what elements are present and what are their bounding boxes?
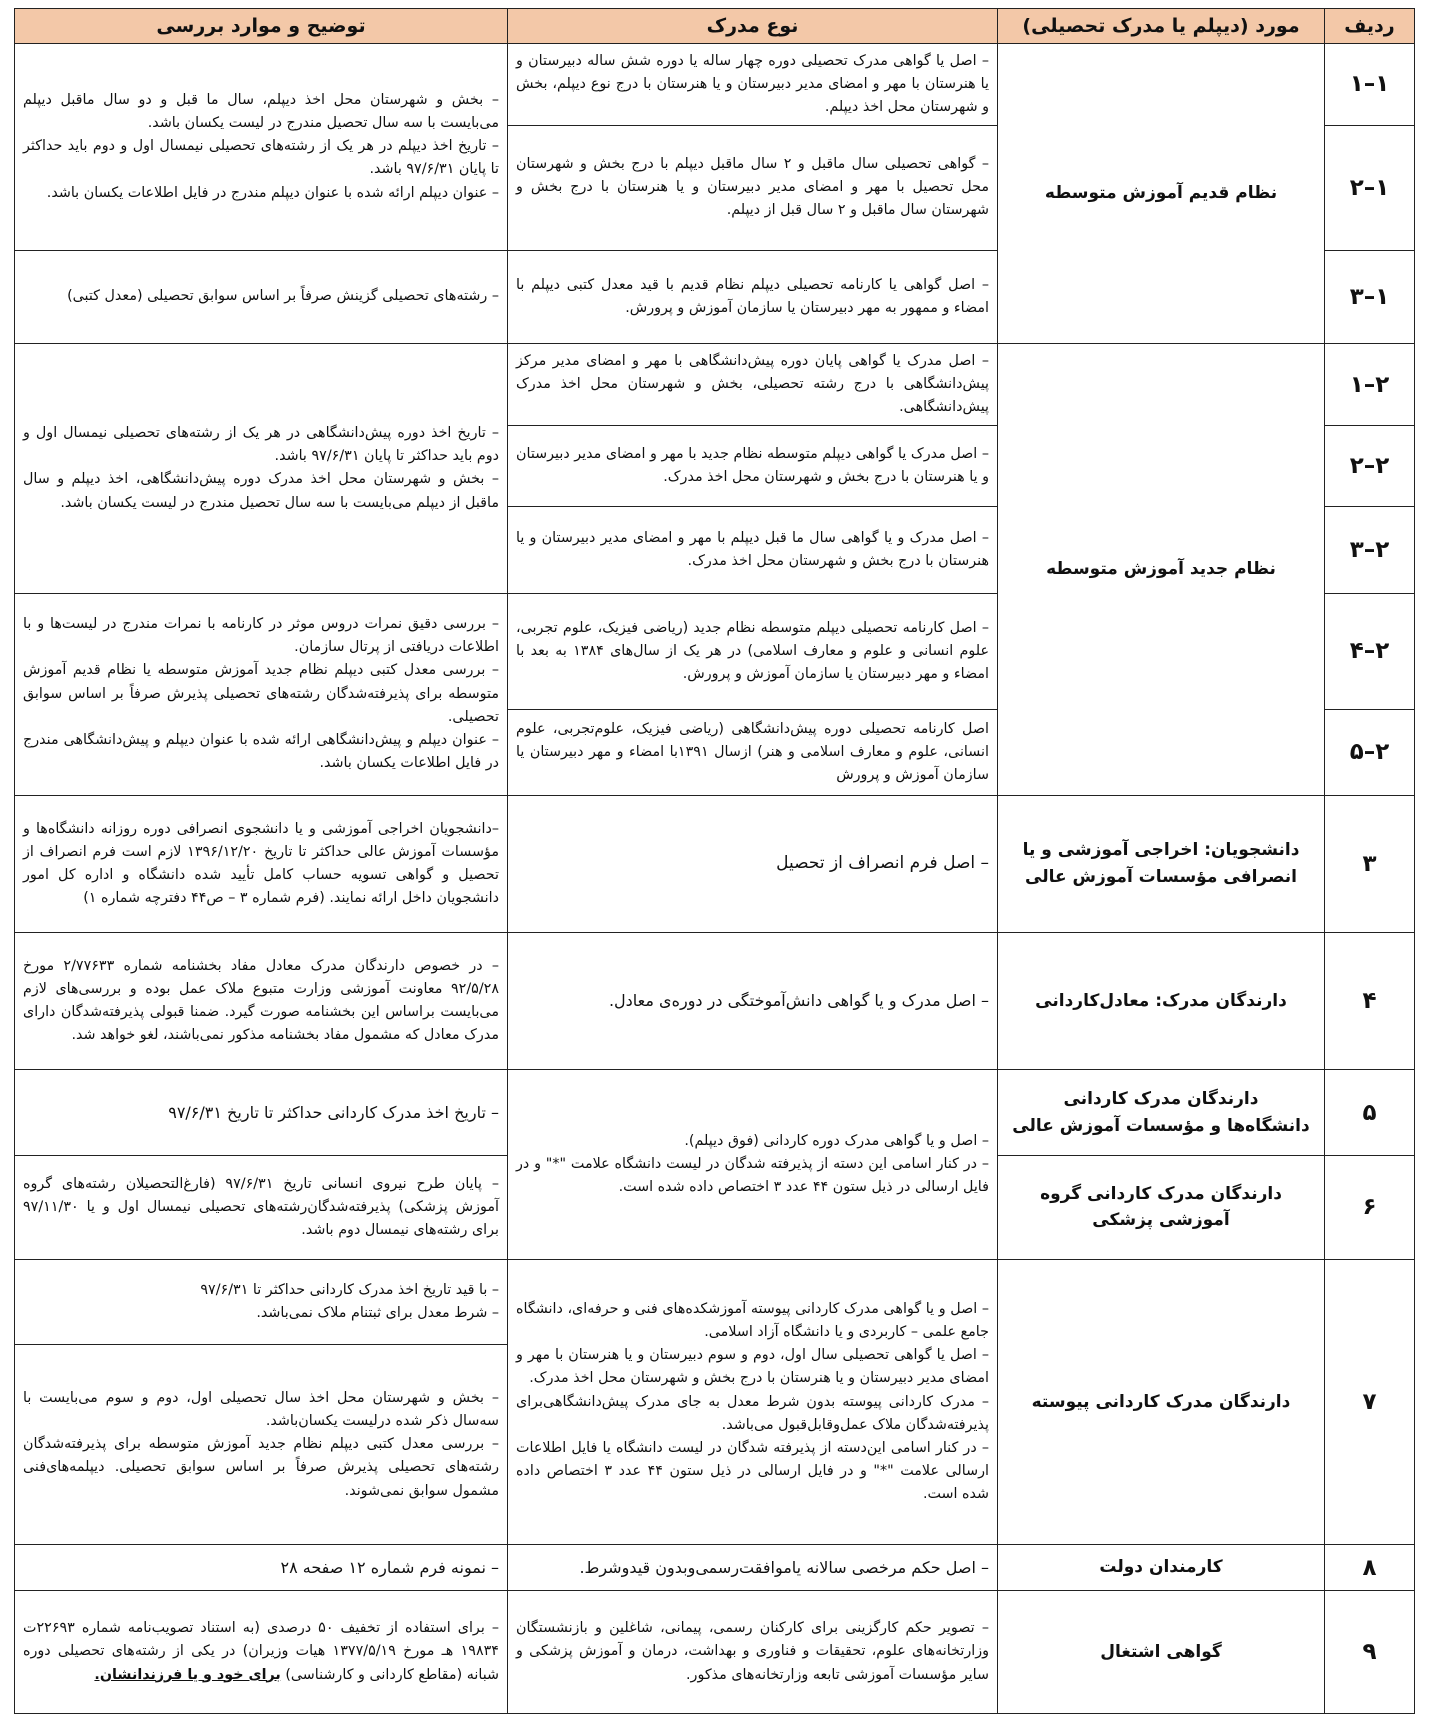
category-cell: دارندگان مدرک کاردانی پیوسته bbox=[998, 1259, 1325, 1544]
row-number: ۳–۱ bbox=[1325, 250, 1415, 344]
header-row-number: ردیف bbox=[1325, 9, 1415, 44]
row-number: ۷ bbox=[1325, 1259, 1415, 1544]
row-number: ۶ bbox=[1325, 1155, 1415, 1259]
doc-cell: – اصل و یا گواهی مدرک دوره کاردانی (فوق دیپلم). – در کنار اسامی این دسته از پذیرفته شدگان در لیست دانشگاه علامت "*" و در فایل ارسالی در ذیل ستون ۴۴ عدد ۳ اختصاص داده شده است. bbox=[508, 1070, 998, 1259]
desc-cell: – با قید تاریخ اخذ مدرک کاردانی حداکثر تا ۹۷/۶/۳۱ – شرط معدل برای ثبتنام ملاک نمی‌باشد. bbox=[15, 1259, 508, 1344]
header-item: مورد (دیپلم یا مدرک تحصیلی) bbox=[998, 9, 1325, 44]
desc-cell: – بخش و شهرستان محل اخذ سال تحصیلی اول، دوم و سوم می‌بایست با سه‌سال ذکر شده درلیست یکسان‌باشد. – بررسی معدل کتبی دیپلم نظام جدید آموزش متوسطه برای پذیرفته‌شدگان رشته‌های تحصیلی پذیرش صرفاً بر اساس سوابق تحصیلی. دیپلمه‌های‌فنی مشمول سوابق نمی‌شوند. bbox=[15, 1345, 508, 1545]
category-cell: کارمندان دولت bbox=[998, 1545, 1325, 1591]
desc-cell: – بررسی دقیق نمرات دروس موثر در کارنامه با نمرات مندرج در لیست‌ها و با اطلاعات دریافتی از پرتال سازمان. – بررسی معدل کتبی دیپلم نظام جدید آموزش متوسطه یا نظام قدیم آموزش متوسطه برای پذیرفته‌شدگان رشته‌های تحصیلی پذیرش صرفاً بر اساس سوابق تحصیلی. – عنوان دیپلم و پیش‌دانشگاهی ارائه شده با عنوان دیپلم و پیش‌دانشگاهی مندرج در فایل اطلاعات یکسان باشد. bbox=[15, 593, 508, 795]
row-number: ۱–۱ bbox=[1325, 44, 1415, 126]
table-row bbox=[15, 44, 1415, 126]
row-number: ۴ bbox=[1325, 933, 1415, 1070]
desc-cell: – تاریخ اخذ مدرک کاردانی حداکثر تا تاریخ ۹۷/۶/۳۱ bbox=[15, 1070, 508, 1155]
table-row bbox=[15, 1259, 1415, 1344]
emphasis-text: برای خود و یا فرزندانشان. bbox=[94, 1666, 281, 1683]
table-row bbox=[15, 1545, 1415, 1591]
doc-cell: – اصل حکم مرخصی سالانه یاموافقت‌رسمی‌وبدون قیدوشرط. bbox=[508, 1545, 998, 1591]
doc-cell: – تصویر حکم کارگزینی برای کارکنان رسمی، پیمانی، شاغلین و بازنشستگان وزارتخانه‌های علوم، تحقیقات و فناوری و بهداشت، درمان و آموزش پزشکی و سایر مؤسسات آموزشی تابعه وزارتخانه‌های مذکور. bbox=[508, 1591, 998, 1714]
category-cell: دارندگان مدرک کاردانی گروه آموزشی پزشکی bbox=[998, 1155, 1325, 1259]
header-description: توضیح و موارد بررسی bbox=[15, 9, 508, 44]
doc-cell: – اصل فرم انصراف از تحصیل bbox=[508, 795, 998, 932]
row-number: ۴–۲ bbox=[1325, 593, 1415, 710]
desc-cell: – برای استفاده از تخفیف ۵۰ درصدی (به استناد تصویب‌نامه شماره ۲۲۶۹۳ت ۱۹۸۳۴ هـ مورخ ۱۳۷۷/۵/۱۹ هیات وزیران) در یکی از رشته‌های تحصیلی دوره شبانه (مقاطع کاردانی و کارشناسی) برای خود و یا فرزندانشان. bbox=[15, 1591, 508, 1714]
doc-cell: – اصل مدرک یا گواهی پایان دوره پیش‌دانشگاهی با مهر و امضای مدیر مرکز پیش‌دانشگاهی با درج رشته تحصیلی، بخش و شهرستان محل اخذ مدرک پیش‌دانشگاهی. bbox=[508, 344, 998, 426]
desc-cell: – در خصوص دارندگان مدرک معادل مفاد بخشنامه شماره ۲/۷۷۶۳۳ مورخ ۹۲/۵/۲۸ معاونت آموزشی وزارت متبوع ملاک عمل بوده و بررسی‌های لازم می‌بایست براساس این بخشنامه صورت گیرد. ضمنا قبولی پذیرفته‌شدگان دارای مدرک معادل که مشمول مفاد بخشنامه مذکور نمی‌باشند، لغو خواهد شد. bbox=[15, 933, 508, 1070]
row-number: ۳ bbox=[1325, 795, 1415, 932]
doc-cell: – اصل گواهی یا کارنامه تحصیلی دیپلم نظام قدیم با قید معدل کتبی دیپلم با امضاء و ممهور به مهر دبیرستان یا سازمان آموزش و پرورش. bbox=[508, 250, 998, 344]
row-number: ۲–۱ bbox=[1325, 125, 1415, 250]
doc-cell: اصل کارنامه تحصیلی دوره پیش‌دانشگاهی (ریاضی فیزیک، علوم‌تجربی، علوم انسانی، علوم و معارف اسلامی و هنر) ازسال ۱۳۹۱با امضاء و مهر دبیرستان یا سازمان آموزش و پرورش bbox=[508, 710, 998, 795]
requirements-table bbox=[14, 8, 1415, 1714]
doc-cell: – اصل مدرک یا گواهی دیپلم متوسطه نظام جدید با مهر و امضای مدیر دبیرستان و یا هنرستان با درج بخش و شهرستان محل اخذ مدرک. bbox=[508, 426, 998, 507]
category-old-system: نظام قدیم آموزش متوسطه bbox=[998, 44, 1325, 344]
table-row bbox=[15, 795, 1415, 932]
row-number: ۵ bbox=[1325, 1070, 1415, 1155]
category-cell: گواهی اشتغال bbox=[998, 1591, 1325, 1714]
category-new-system: نظام جدید آموزش متوسطه bbox=[998, 344, 1325, 795]
table-row bbox=[15, 344, 1415, 426]
doc-cell: – اصل یا گواهی مدرک تحصیلی دوره چهار ساله یا دوره شش ساله دبیرستان و یا هنرستان با مهر و امضای مدیر دبیرستان و یا هنرستان با درج نوع دیپلم، بخش و شهرستان محل اخذ دیپلم. bbox=[508, 44, 998, 126]
row-number: ۹ bbox=[1325, 1591, 1415, 1714]
table-row bbox=[15, 1070, 1415, 1155]
table-row bbox=[15, 933, 1415, 1070]
table-row bbox=[15, 1591, 1415, 1714]
desc-cell: – بخش و شهرستان محل اخذ دیپلم، سال ما قبل و دو سال ماقبل دیپلم می‌بایست با سه سال تحصیل مندرج در لیست یکسان باشد. – تاریخ اخذ دیپلم در هر یک از رشته‌های تحصیلی نیمسال اول و دوم باید حداکثر تا پایان ۹۷/۶/۳۱ باشد. – عنوان دیپلم ارائه شده با عنوان دیپلم مندرج در فایل اطلاعات یکسان باشد. bbox=[15, 44, 508, 251]
desc-cell: –دانشجویان اخراجی آموزشی و یا دانشجوی انصرافی دوره روزانه دانشگاه‌ها و مؤسسات آموزش عالی حداکثر تا تاریخ ۱۳۹۶/۱۲/۲۰ لازم است فرم انصراف از تحصیل و گواهی تسویه حساب کامل تأیید شده دانشگاه و اداره کل امور دانشجویان داخل ارائه نمایند. (فرم شماره ۳ – ص۴۴ دفترچه شماره ۱) bbox=[15, 795, 508, 932]
row-number: ۵–۲ bbox=[1325, 710, 1415, 795]
desc-cell: – نمونه فرم شماره ۱۲ صفحه ۲۸ bbox=[15, 1545, 508, 1591]
row-number: ۱–۲ bbox=[1325, 344, 1415, 426]
desc-cell: – رشته‌های تحصیلی گزینش صرفاً بر اساس سوابق تحصیلی (معدل کتبی) bbox=[15, 250, 508, 344]
row-number: ۳–۲ bbox=[1325, 507, 1415, 593]
row-number: ۸ bbox=[1325, 1545, 1415, 1591]
doc-cell: – اصل و یا گواهی مدرک کاردانی پیوسته آموزشکده‌های فنی و حرفه‌ای، دانشگاه جامع علمی – کاربردی و یا دانشگاه آزاد اسلامی. – اصل یا گواهی تحصیلی سال اول، دوم و سوم دبیرستان و یا هنرستان با مهر و امضای مدیر دبیرستان و یا هنرستان با درج بخش و شهرستان محل اخذ مدرک. – مدرک کاردانی پیوسته بدون شرط معدل به جای مدرک پیش‌دانشگاهی‌برای پذیرفته‌شدگان ملاک عمل‌وقابل‌قبول می‌باشد. – در کنار اسامی این‌دسته از پذیرفته شدگان در لیست دانشگاه یا فایل اطلاعات ارسالی علامت "*" و در فایل ارسالی در ذیل ستون ۴۴ عدد ۳ اختصاص داده شده است. bbox=[508, 1259, 998, 1544]
row-number: ۲–۲ bbox=[1325, 426, 1415, 507]
category-cell: دارندگان مدرک: معادل‌کاردانی bbox=[998, 933, 1325, 1070]
category-cell: دارندگان مدرک کاردانی دانشگاه‌ها و مؤسسات آموزش عالی bbox=[998, 1070, 1325, 1155]
header-doc-type: نوع مدرک bbox=[508, 9, 998, 44]
doc-cell: – اصل مدرک و یا گواهی دانش‌آموختگی در دوره‌ی معادل. bbox=[508, 933, 998, 1070]
desc-cell: – تاریخ اخذ دوره پیش‌دانشگاهی در هر یک از رشته‌های تحصیلی نیمسال اول و دوم باید حداکثر تا پایان ۹۷/۶/۳۱ باشد. – بخش و شهرستان محل اخذ مدرک دوره پیش‌دانشگاهی، اخذ دیپلم و سال ماقبل از دیپلم می‌بایست با سه سال تحصیل مندرج در لیست یکسان باشد. bbox=[15, 344, 508, 593]
desc-cell: – پایان طرح نیروی انسانی تاریخ ۹۷/۶/۳۱ (فارغ‌التحصیلان رشته‌های گروه آموزش پزشکی) پذیرفته‌شدگان‌رشته‌های تحصیلی نیمسال اول و یا ۹۷/۱۱/۳۰ برای رشته‌های نیمسال دوم باشد. bbox=[15, 1155, 508, 1259]
doc-cell: – اصل مدرک و یا گواهی سال ما قبل دیپلم با مهر و امضای مدیر دبیرستان و یا هنرستان با درج بخش و شهرستان محل اخذ مدرک. bbox=[508, 507, 998, 593]
category-cell: دانشجویان: اخراجی آموزشی و یا انصرافی مؤسسات آموزش عالی bbox=[998, 795, 1325, 932]
doc-cell: – اصل کارنامه تحصیلی دیپلم متوسطه نظام جدید (ریاضی فیزیک، علوم تجربی، علوم انسانی و علوم و معارف اسلامی) در هر یک از سال‌های ۱۳۸۴ به بعد با امضاء و مهر دبیرستان یا سازمان آموزش و پرورش. bbox=[508, 593, 998, 710]
header-row bbox=[15, 9, 1415, 44]
doc-cell: – گواهی تحصیلی سال ماقبل و ۲ سال ماقبل دیپلم با درج بخش و شهرستان محل تحصیل با مهر و امضای مدیر دبیرستان و یا هنرستان با درج بخش و شهرستان سال ماقبل و ۲ سال قبل از دیپلم. bbox=[508, 125, 998, 250]
